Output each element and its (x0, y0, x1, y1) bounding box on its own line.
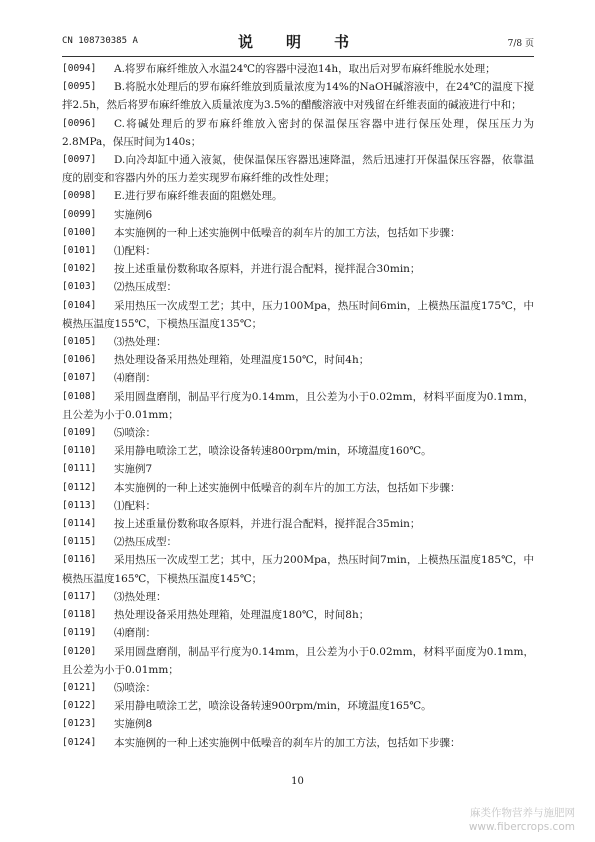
paragraph-text: ⑷磨削： (114, 372, 156, 385)
patent-number: CN 108730385 A (62, 36, 138, 46)
paragraph-text: ⑴配料： (114, 499, 156, 512)
paragraph-text: 热处理设备采用热处理箱，处理温度150℃，时间4h； (114, 354, 370, 367)
document-title: 说 明 书 (237, 33, 358, 51)
paragraph-number: [0107] (62, 372, 97, 384)
watermark-site-name: 麻类作物营养与施肥网 (470, 807, 575, 819)
paragraph-number: [0121] (62, 681, 97, 693)
paragraph-text: E.进行罗布麻纤维表面的阻燃处理。 (114, 190, 283, 203)
paragraph-number: [0100] (62, 226, 97, 238)
paragraph-number: [0124] (62, 736, 97, 748)
paragraph-number: [0099] (62, 208, 97, 220)
paragraph-text: 采用圆盘磨削，制品平行度为0.14mm，且公差为小于0.02mm，材料平面度为0.1mm，且公差为小于0.01mm； (62, 645, 534, 676)
paragraph (62, 442, 534, 460)
paragraph-text: 实施例8 (114, 718, 153, 731)
paragraph (62, 242, 534, 260)
paragraph-text: 按上述重量份数称取各原料，并进行混合配料，搅拌混合30min； (114, 263, 421, 276)
paragraph-number: [0102] (62, 263, 97, 275)
page-of-indicator: 7/8 页 (507, 39, 534, 49)
paragraph (62, 497, 534, 515)
paragraph (62, 351, 534, 369)
paragraph-text: D.向冷却缸中通入液氮，使保温保压容器迅速降温，然后迅速打开保温保压容器，依靠温度的剧变和容器内外的压力差实现罗布麻纤维的改性处理； (62, 154, 534, 185)
paragraph-text: 采用静电喷涂工艺，喷涂设备转速900rpm/min，环境温度165℃。 (114, 700, 432, 713)
paragraph-number: [0116] (62, 554, 97, 566)
paragraph (62, 606, 534, 624)
paragraph-number: [0101] (62, 245, 97, 257)
paragraph (62, 679, 534, 697)
paragraph-text: A.将罗布麻纤维放入水温24℃的容器中浸泡14h，取出后对罗布麻纤维脱水处理； (114, 63, 496, 75)
paragraph (62, 78, 534, 114)
paragraph-number: [0110] (62, 445, 97, 457)
paragraph (62, 187, 534, 205)
paragraph-number: [0117] (62, 590, 97, 602)
paragraph (62, 533, 534, 551)
paragraph-text: B.将脱水处理后的罗布麻纤维放到质量浓度为14%的NaOH碱溶液中，在24℃的温度下搅拌2.5h，然后将罗布麻纤维放入质量浓度为3.5%的醋酸溶液中对残留在纤维表面的碱液进行中和； (62, 81, 534, 112)
paragraph (62, 206, 534, 224)
site-watermark (469, 806, 575, 834)
paragraph-text: ⑸喷涂： (114, 427, 156, 440)
paragraph (62, 278, 534, 296)
paragraph (62, 643, 534, 679)
paragraph-number: [0095] (62, 81, 97, 93)
paragraph (62, 151, 534, 187)
paragraph-text: 采用热压一次成型工艺；其中，压力100Mpa，热压时间6min，上模热压温度175℃，中模热压温度155℃，下模热压温度135℃； (62, 299, 534, 330)
paragraph-text: 按上述重量份数称取各原料，并进行混合配料，搅拌混合35min； (114, 518, 421, 531)
paragraph-text: ⑶热处理： (114, 590, 167, 603)
paragraph-number: [0118] (62, 609, 97, 621)
paragraph (62, 515, 534, 533)
paragraph-number: [0106] (62, 354, 97, 366)
paragraph-text: 本实施例的一种上述实施例中低噪音的刹车片的加工方法，包括如下步骤： (114, 736, 461, 749)
paragraph-number: [0097] (62, 154, 97, 166)
paragraph (62, 424, 534, 442)
paragraph (62, 715, 534, 733)
paragraph-number: [0123] (62, 718, 97, 730)
paragraph (62, 551, 534, 587)
watermark-site-url: www.fibercrops.com (468, 821, 575, 833)
paragraph-number: [0113] (62, 499, 97, 511)
paragraph-number: [0120] (62, 645, 97, 657)
paragraph (62, 60, 534, 78)
paragraph-number: [0098] (62, 190, 97, 202)
paragraph (62, 333, 534, 351)
paragraph-text: C.将碱处理后的罗布麻纤维放入密封的保温保压容器中进行保压处理，保压压力为2.8MPa，保压时间为140s； (62, 117, 534, 148)
paragraph-number: [0119] (62, 627, 97, 639)
paragraph-text: 本实施例的一种上述实施例中低噪音的刹车片的加工方法，包括如下步骤： (114, 226, 461, 239)
paragraph-number: [0122] (62, 700, 97, 712)
paragraph (62, 297, 534, 333)
paragraph-text: 采用静电喷涂工艺，喷涂设备转速800rpm/min，环境温度160℃。 (114, 445, 432, 458)
paragraph-text: 实施例7 (114, 463, 153, 476)
paragraph (62, 260, 534, 278)
paragraph-text: ⑵热压成型： (114, 536, 177, 549)
paragraph-number: [0096] (62, 117, 97, 129)
paragraph-text: 热处理设备采用热处理箱，处理温度180℃，时间8h； (114, 609, 370, 622)
paragraph-number: [0114] (62, 518, 97, 530)
paragraph (62, 115, 534, 151)
paragraph-text: ⑸喷涂： (114, 681, 156, 694)
paragraph (62, 369, 534, 387)
paragraph (62, 460, 534, 478)
page-number: 10 (291, 776, 304, 787)
paragraph-number: [0105] (62, 336, 97, 348)
paragraph-number: [0103] (62, 281, 97, 293)
paragraph (62, 388, 534, 424)
paragraph-number: [0115] (62, 536, 97, 548)
paragraph-text: 采用热压一次成型工艺；其中，压力200Mpa，热压时间7min，上模热压温度185℃，中模热压温度165℃，下模热压温度145℃； (62, 554, 534, 585)
paragraph (62, 224, 534, 242)
paragraph-number: [0109] (62, 427, 97, 439)
paragraph-text: ⑶热处理： (114, 336, 167, 349)
paragraph-text: 本实施例的一种上述实施例中低噪音的刹车片的加工方法，包括如下步骤： (114, 481, 461, 494)
paragraph-text: ⑴配料： (114, 245, 156, 258)
page-header (62, 26, 534, 57)
paragraph-number: [0104] (62, 299, 97, 311)
paragraph (62, 624, 534, 642)
paragraph (62, 697, 534, 715)
paragraph-text: ⑵热压成型： (114, 281, 177, 294)
paragraph-text: ⑷磨削： (114, 627, 156, 640)
paragraph (62, 588, 534, 606)
paragraph-number: [0108] (62, 390, 97, 402)
paragraph-number: [0112] (62, 481, 97, 493)
paragraph-number: [0094] (62, 63, 97, 74)
paragraph-number: [0111] (62, 463, 97, 475)
paragraph-text: 实施例6 (114, 208, 153, 221)
paragraph-text: 采用圆盘磨削，制品平行度为0.14mm，且公差为小于0.02mm，材料平面度为0.1mm，且公差为小于0.01mm； (62, 390, 534, 421)
paragraph (62, 734, 534, 752)
paragraph (62, 479, 534, 497)
document-body (62, 60, 534, 752)
